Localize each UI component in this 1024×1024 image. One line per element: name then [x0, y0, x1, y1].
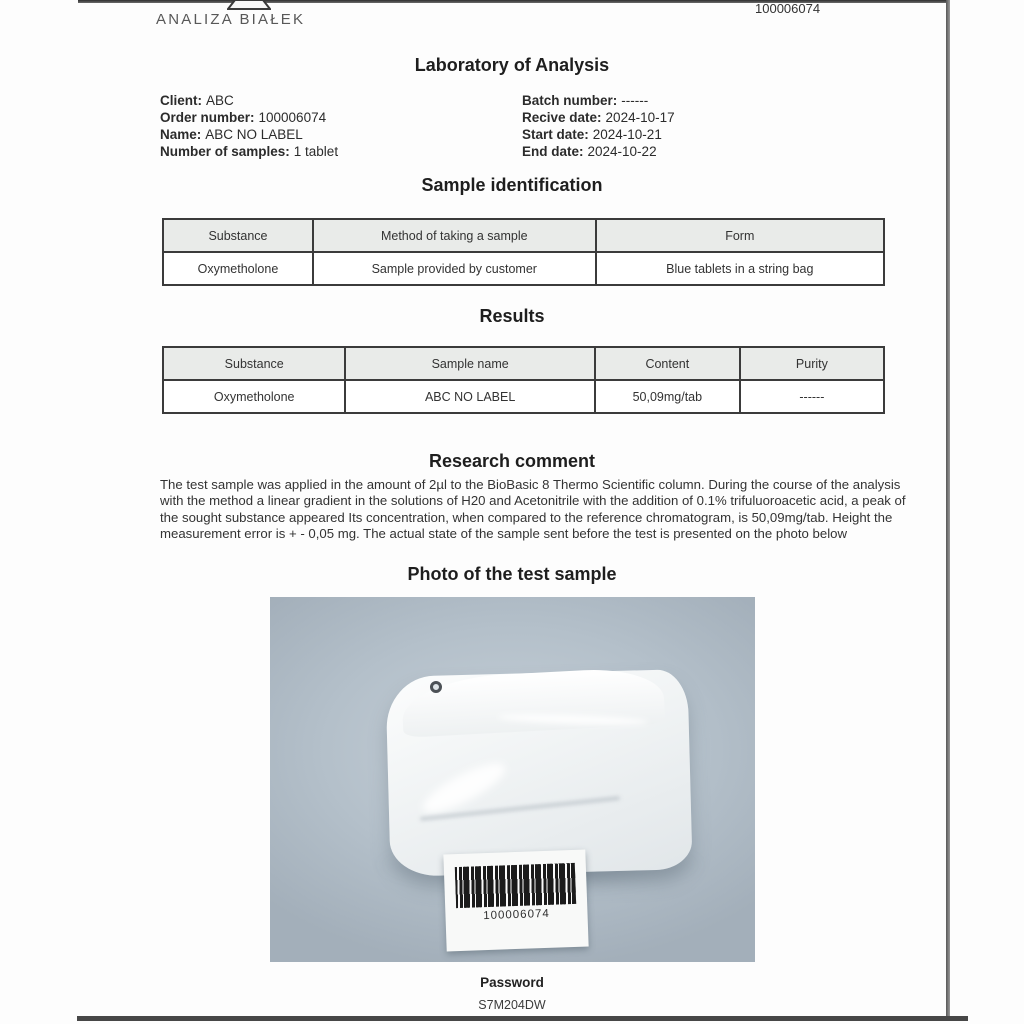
info-label: End date: — [522, 144, 584, 159]
info-label: Recive date: — [522, 110, 602, 125]
info-block-right — [522, 92, 675, 160]
info-label: Start date: — [522, 127, 589, 142]
info-line-client — [160, 92, 338, 109]
info-value: 100006074 — [258, 110, 327, 125]
info-line-batch-number — [522, 92, 675, 109]
info-line-start-date — [522, 126, 675, 143]
results-table — [162, 346, 885, 414]
table-cell: Sample provided by customer — [313, 252, 596, 285]
table-cell: ------ — [740, 380, 884, 413]
page-bottom-edge — [77, 1016, 968, 1021]
barcode-label — [443, 850, 588, 952]
column-header: Substance — [163, 347, 345, 380]
table-row — [163, 380, 884, 413]
password-value: S7M204DW — [478, 998, 546, 1012]
column-header: Substance — [163, 219, 313, 252]
sample-identification-table — [162, 218, 885, 286]
section-heading-sample-identification: Sample identification — [421, 175, 603, 195]
flask-icon — [227, 0, 271, 10]
info-value: 2024-10-21 — [592, 127, 662, 142]
table-cell: ABC NO LABEL — [345, 380, 594, 413]
document-number: 100006074 — [755, 1, 821, 16]
table-header-row — [163, 347, 884, 380]
info-label: Name: — [160, 127, 202, 142]
info-block-left — [160, 92, 338, 160]
barcode-number: 100006074 — [483, 907, 550, 923]
table-row — [163, 252, 884, 285]
info-line-receive-date — [522, 109, 675, 126]
section-heading-results: Results — [479, 306, 545, 326]
column-header: Form — [596, 219, 884, 252]
column-header: Purity — [740, 347, 884, 380]
table-cell: Oxymetholone — [163, 252, 313, 285]
password-heading: Password — [480, 975, 544, 990]
info-value: 2024-10-22 — [587, 144, 657, 159]
info-label: Order number: — [160, 110, 255, 125]
research-comment-text: The test sample was applied in the amount of 2µl to the BioBasic 8 Thermo Scientific column. During the course of the analysis with the method a linear gradient in the solutions of H20 and Acetonitrile with the addition of 0.1% trifuluoroacetic acid, a peak of the sought substance appeared Its concentration, when compared to the reference chromatogram, is 50,09mg/tab. Height the measurement error is + - 0,05 mg. The actual state of the sample sent before the test is presented on the photo below — [160, 477, 906, 541]
info-value: ABC — [206, 93, 234, 108]
page-title: Laboratory of Analysis — [414, 55, 610, 75]
info-line-name — [160, 126, 338, 143]
column-header: Method of taking a sample — [313, 219, 596, 252]
info-label: Number of samples: — [160, 144, 290, 159]
section-heading-photo: Photo of the test sample — [407, 564, 617, 584]
info-value: 1 tablet — [293, 144, 339, 159]
info-value: ------ — [621, 93, 649, 108]
table-header-row — [163, 219, 884, 252]
section-heading-research-comment: Research comment — [428, 451, 596, 471]
info-line-order-number — [160, 109, 338, 126]
info-label: Client: — [160, 93, 202, 108]
info-value: 2024-10-17 — [605, 110, 675, 125]
table-cell: Oxymetholone — [163, 380, 345, 413]
info-line-number-of-samples — [160, 143, 338, 160]
info-line-end-date — [522, 143, 675, 160]
brand-name: ANALIZA BIAŁEK — [156, 11, 306, 28]
barcode-icon — [455, 863, 576, 908]
info-label: Batch number: — [522, 93, 618, 108]
sample-photo — [270, 597, 755, 962]
info-value: ABC NO LABEL — [205, 127, 303, 142]
table-cell: 50,09mg/tab — [595, 380, 740, 413]
column-header: Content — [595, 347, 740, 380]
page-right-edge — [946, 0, 950, 1017]
column-header: Sample name — [345, 347, 594, 380]
table-cell: Blue tablets in a string bag — [596, 252, 884, 285]
bag-hang-hole — [430, 681, 442, 693]
